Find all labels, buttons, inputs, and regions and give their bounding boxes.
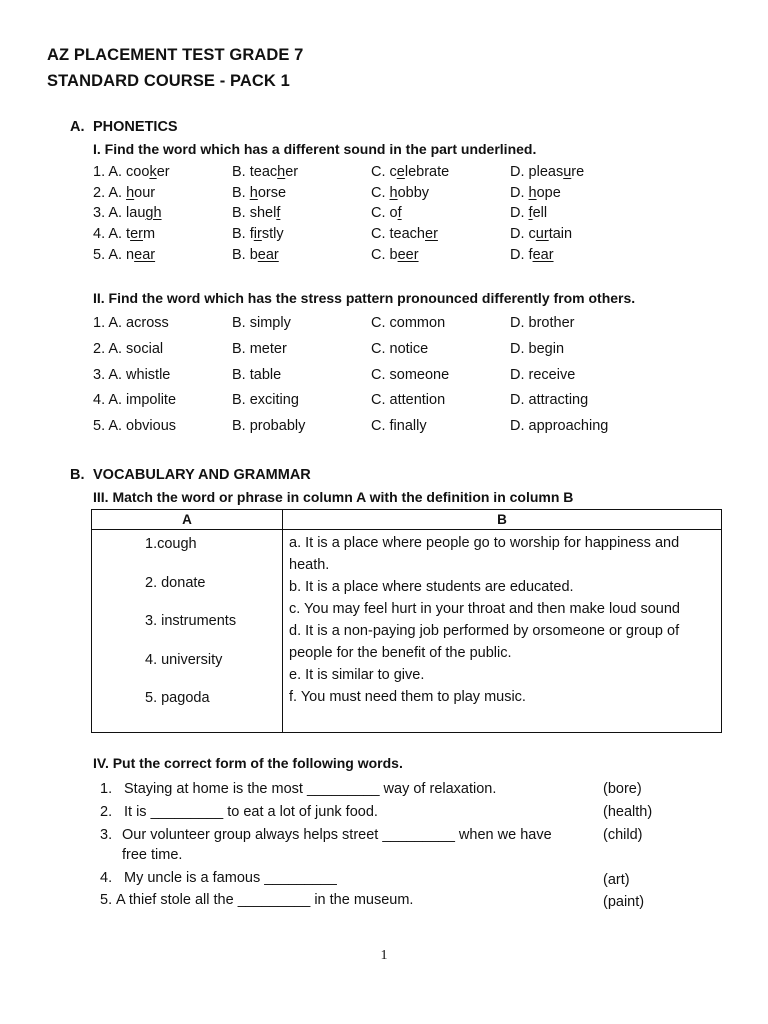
question-row xyxy=(93,392,713,412)
option-text: B. teac xyxy=(232,164,278,180)
underlined-part: h xyxy=(277,164,286,180)
section-letter: B. xyxy=(70,467,85,483)
column-b-cell xyxy=(283,530,722,733)
option-text: B. shel xyxy=(232,205,277,221)
underlined-part: eer xyxy=(397,247,419,263)
answer-option xyxy=(232,164,298,180)
underlined-part: gh xyxy=(145,205,162,221)
question-row xyxy=(93,367,713,387)
answer-option xyxy=(232,185,286,201)
answer-option: D. receive xyxy=(510,367,576,383)
option-text: lebrate xyxy=(404,164,450,180)
underlined-part: ear xyxy=(532,247,554,263)
column-a-item: 4. university xyxy=(145,652,223,668)
option-text: D. f xyxy=(510,247,533,263)
option-text: our xyxy=(134,185,156,201)
question-row xyxy=(93,185,713,205)
document-subtitle: STANDARD COURSE - PACK 1 xyxy=(47,72,290,90)
underlined-part: ur xyxy=(535,226,549,242)
answer-option: C. finally xyxy=(371,418,427,434)
question-text: It is _________ to eat a lot of junk food. xyxy=(124,804,378,820)
document-title: AZ PLACEMENT TEST GRADE 7 xyxy=(47,46,304,64)
option-text: m xyxy=(143,226,156,242)
underlined-part: h xyxy=(389,185,398,201)
part-4-instruction: IV. Put the correct form of the following words. xyxy=(93,755,403,771)
answer-option: C. attention xyxy=(371,392,446,408)
option-text: C. b xyxy=(371,247,398,263)
option-text: B. xyxy=(232,185,250,201)
column-a-header: A xyxy=(92,510,283,530)
answer-option: 1. A. across xyxy=(93,315,169,331)
option-text: B. f xyxy=(232,226,254,242)
underlined-part: h xyxy=(528,185,537,201)
matching-table xyxy=(91,509,722,733)
option-text: 1. A. coo xyxy=(93,164,150,180)
option-text: tain xyxy=(548,226,573,242)
option-text: D. c xyxy=(510,226,536,242)
underlined-part: u xyxy=(563,164,572,180)
answer-option xyxy=(232,247,279,263)
question-number: 3. xyxy=(100,827,113,843)
underlined-part: f xyxy=(528,205,533,221)
answer-option xyxy=(232,205,280,221)
option-text: stly xyxy=(261,226,284,242)
part-2-instruction: II. Find the word which has the stress pattern pronounced differently from others. xyxy=(93,290,636,306)
question-row xyxy=(93,315,713,335)
underlined-part: ir xyxy=(253,226,262,242)
question-row xyxy=(93,247,713,267)
option-text: obby xyxy=(397,185,430,201)
definition-item: e. It is similar to give. xyxy=(289,667,425,683)
answer-option xyxy=(232,226,284,242)
question-text-continued: free time. xyxy=(122,847,183,863)
question-row xyxy=(93,418,713,438)
section-title: VOCABULARY AND GRAMMAR xyxy=(93,467,311,483)
option-text: er xyxy=(156,164,170,180)
question-row xyxy=(93,164,713,184)
definition-item: a. It is a place where people go to worship for happiness and heath. xyxy=(289,535,680,573)
answer-option: B. exciting xyxy=(232,392,299,408)
underlined-part: e xyxy=(396,164,405,180)
definition-item: c. You may feel hurt in your throat and then make loud sound xyxy=(289,601,680,617)
column-a-item: 1.cough xyxy=(145,536,197,552)
answer-option xyxy=(371,164,449,180)
option-text: C. xyxy=(371,185,390,201)
word-hint: (child) xyxy=(603,827,643,843)
word-hint: (art) xyxy=(603,872,630,888)
answer-option xyxy=(93,247,155,263)
section-a-heading xyxy=(70,119,178,135)
option-text: D. xyxy=(510,185,529,201)
answer-option: B. table xyxy=(232,367,282,383)
part-1-instruction: I. Find the word which has a different sound in the part underlined. xyxy=(93,141,537,157)
answer-option xyxy=(93,185,155,201)
option-text: C. o xyxy=(371,205,398,221)
section-title: PHONETICS xyxy=(93,119,178,135)
part-3-instruction: III. Match the word or phrase in column A with the definition in column B xyxy=(93,489,574,505)
answer-option xyxy=(510,164,584,180)
answer-option: 2. A. social xyxy=(93,341,164,357)
answer-option: C. common xyxy=(371,315,446,331)
option-text: D. pleas xyxy=(510,164,564,180)
word-hint: (health) xyxy=(603,804,653,820)
option-text: C. c xyxy=(371,164,397,180)
underlined-part: f xyxy=(276,205,281,221)
answer-option: D. approaching xyxy=(510,418,609,434)
option-text: orse xyxy=(257,185,287,201)
column-b-header: B xyxy=(283,510,722,530)
answer-option: B. meter xyxy=(232,341,287,357)
question-number: 1. xyxy=(100,781,113,797)
option-text: C. teach xyxy=(371,226,425,242)
question-row xyxy=(93,226,713,246)
definition-item: b. It is a place where students are educated. xyxy=(289,579,574,595)
section-letter: A. xyxy=(70,119,85,135)
option-text: 5. A. n xyxy=(93,247,135,263)
question-text: Staying at home is the most _________ way of relaxation. xyxy=(124,781,497,797)
option-text: 4. A. t xyxy=(93,226,131,242)
option-text: B. b xyxy=(232,247,258,263)
question-row xyxy=(93,341,713,361)
definition-item: d. It is a non-paying job performed by orsomeone or group of people for the benefit of the public. xyxy=(289,623,680,661)
option-text: er xyxy=(285,164,299,180)
answer-option xyxy=(371,185,429,201)
page-number: 1 xyxy=(380,948,388,963)
answer-option: 4. A. impolite xyxy=(93,392,177,408)
option-text: 3. A. lau xyxy=(93,205,146,221)
option-text: ope xyxy=(536,185,561,201)
option-text: re xyxy=(571,164,585,180)
answer-option: D. brother xyxy=(510,315,575,331)
answer-option xyxy=(510,247,554,263)
column-a-item: 5. pagoda xyxy=(145,690,210,706)
answer-option xyxy=(510,226,572,242)
question-number: 4. xyxy=(100,870,113,886)
column-a-item: 2. donate xyxy=(145,575,206,591)
answer-option: 5. A. obvious xyxy=(93,418,177,434)
question-text: A thief stole all the _________ in the museum. xyxy=(116,892,414,908)
answer-option: D. begin xyxy=(510,341,565,357)
answer-option: C. someone xyxy=(371,367,450,383)
section-b-heading xyxy=(70,467,311,483)
word-hint: (paint) xyxy=(603,894,645,910)
word-hint: (bore) xyxy=(603,781,642,797)
answer-option xyxy=(93,164,170,180)
option-text: D. xyxy=(510,205,529,221)
answer-option: 3. A. whistle xyxy=(93,367,171,383)
column-a-cell xyxy=(92,530,283,733)
answer-option xyxy=(93,205,162,221)
underlined-part: ear xyxy=(257,247,279,263)
question-number: 5. xyxy=(100,892,113,908)
underlined-part: ear xyxy=(134,247,156,263)
answer-option: D. attracting xyxy=(510,392,589,408)
question-row xyxy=(93,205,713,225)
underlined-part: k xyxy=(149,164,157,180)
answer-option: B. simply xyxy=(232,315,291,331)
answer-option xyxy=(371,226,438,242)
answer-option xyxy=(371,205,402,221)
definition-item: f. You must need them to play music. xyxy=(289,689,526,705)
answer-option: B. probably xyxy=(232,418,306,434)
answer-option xyxy=(510,205,547,221)
option-text: ell xyxy=(532,205,548,221)
underlined-part: er xyxy=(425,226,438,242)
option-text: 2. A. xyxy=(93,185,127,201)
answer-option xyxy=(93,226,155,242)
underlined-part: h xyxy=(249,185,258,201)
answer-option xyxy=(371,247,419,263)
question-text: My uncle is a famous _________ xyxy=(124,870,337,886)
answer-option xyxy=(510,185,561,201)
underlined-part: h xyxy=(126,185,135,201)
column-a-item: 3. instruments xyxy=(145,613,237,629)
underlined-part: er xyxy=(130,226,143,242)
underlined-part: f xyxy=(397,205,402,221)
question-number: 2. xyxy=(100,804,113,820)
question-text: Our volunteer group always helps street _________ when we have xyxy=(122,827,552,843)
answer-option: C. notice xyxy=(371,341,429,357)
